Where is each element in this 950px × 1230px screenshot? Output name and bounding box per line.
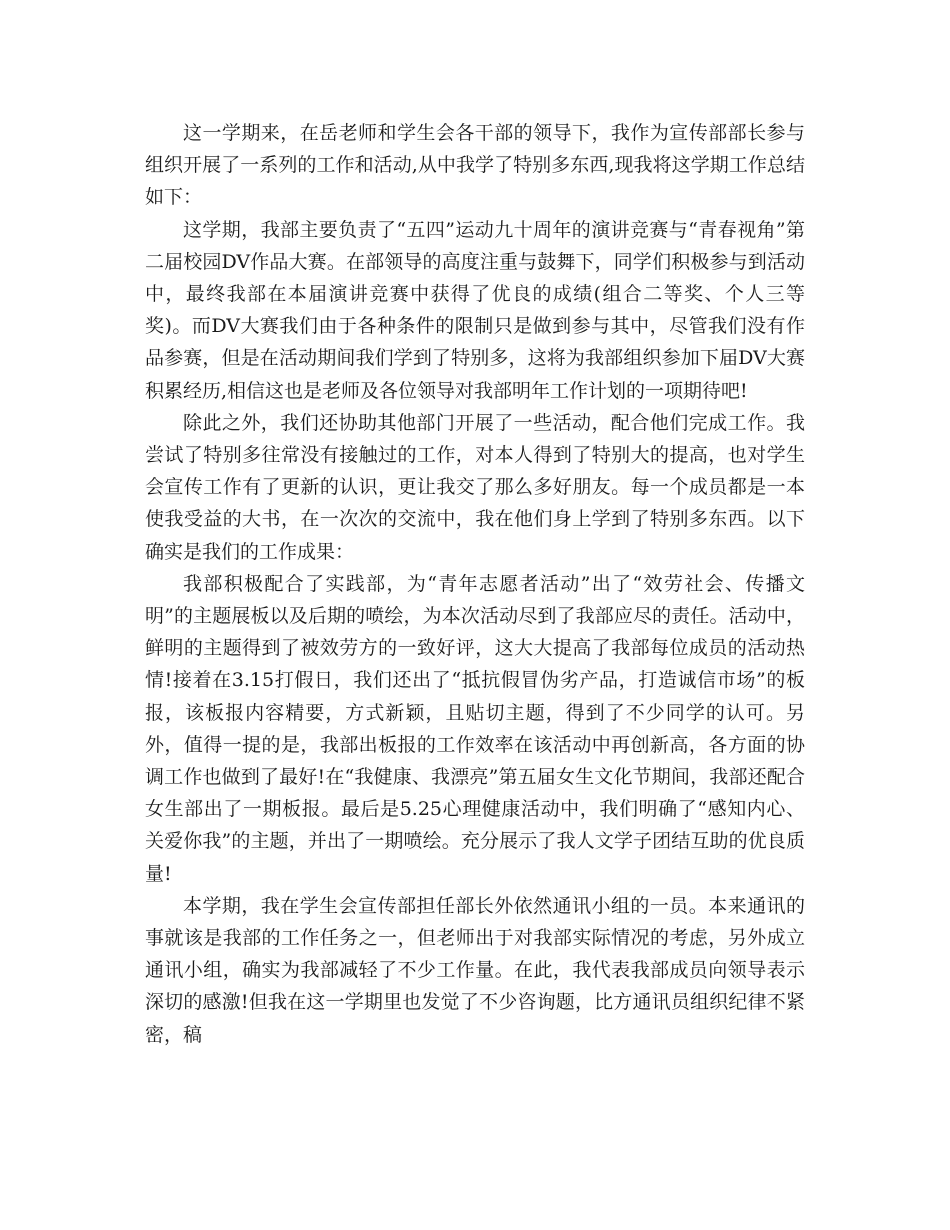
document-body	[145, 117, 805, 1051]
paragraph-intro: 这一学期来，在岳老师和学生会各干部的领导下，我作为宣传部部长参与组织开展了一系列的工作和活动,从中我学了特别多东西,现我将这学期工作总结如下：	[145, 122, 805, 209]
paragraph-cooperation: 除此之外，我们还协助其他部门开展了一些活动，配合他们完成工作。我尝试了特别多往常没有接触过的工作，对本人得到了特别大的提高，也对学生会宣传工作有了更新的认识，更让我交了那么多好朋友。每一个成员都是一本使我受益的大书，在一次次的交流中，我在他们身上学到了特别多东西。以下确实是我们的工作成果：	[145, 411, 805, 563]
paragraph-correspondence-group: 本学期，我在学生会宣传部担任部长外依然通讯小组的一员。本来通讯的事就该是我部的工作任务之一，但老师出于对我部实际情况的考虑，另外成立通讯小组，确实为我部减轻了不少工作量。在此，我代表我部成员向领导表示深切的感激!但我在这一学期里也发觉了不少咨询题，比方通讯员组织纪律不紧密，稿	[145, 894, 805, 1046]
paragraph-achievements: 我部积极配合了实践部，为“青年志愿者活动”出了“效劳社会、传播文明”的主题展板以及后期的喷绘，为本次活动尽到了我部应尽的责任。活动中，鲜明的主题得到了被效劳方的一致好评，这大大提高了我部每位成员的活动热情!接着在3.15打假日，我们还出了“抵抗假冒伪劣产品，打造诚信市场”的板报，该板报内容精要，方式新颖，且贴切主题，得到了不少同学的认可。另外，值得一提的是，我部出板报的工作效率在该活动中再创新高，各方面的协调工作也做到了最好!在“我健康、我漂亮”第五届女生文化节期间，我部还配合女生部出了一期板报。最后是5.25心理健康活动中，我们明确了“感知内心、关爱你我”的主题，并出了一期喷绘。充分展示了我人文学子团结互助的优良质量!	[145, 572, 805, 885]
paragraph-main-responsibilities: 这学期，我部主要负责了“五四”运动九十周年的演讲竞赛与“青春视角”第二届校园DV作品大赛。在部领导的高度注重与鼓舞下，同学们积极参与到活动中，最终我部在本届演讲竞赛中获得了优良的成绩(组合二等奖、个人三等奖)。而DV大赛我们由于各种条件的限制只是做到参与其中，尽管我们没有作品参赛，但是在活动期间我们学到了特别多，这将为我部组织参加下届DV大赛积累经历,相信这也是老师及各位领导对我部明年工作计划的一项期待吧!	[145, 218, 805, 402]
